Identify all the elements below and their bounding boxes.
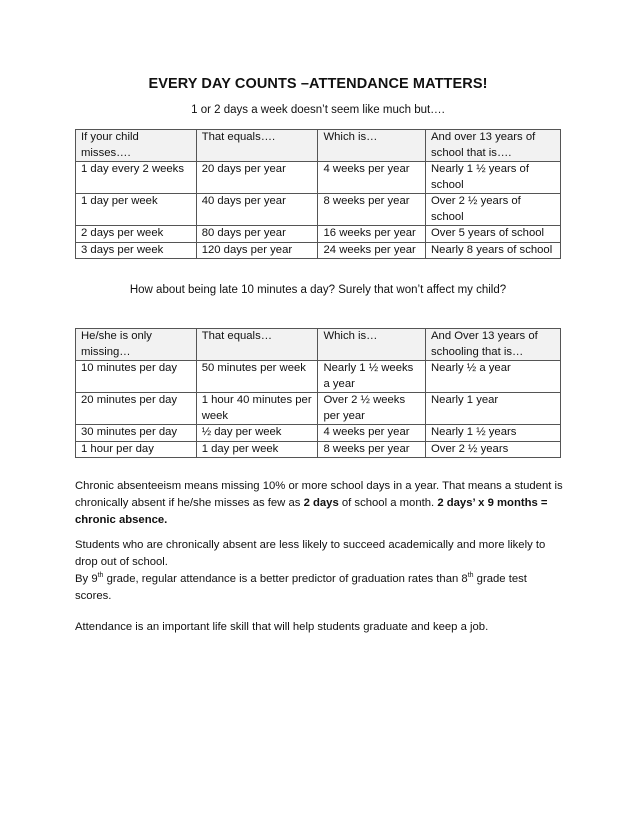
table-cell: 80 days per year xyxy=(196,226,318,243)
table-cell: 120 days per year xyxy=(196,242,318,259)
table-cell: 16 weeks per year xyxy=(318,226,426,243)
table-header-row xyxy=(76,329,561,361)
paragraph-text: grade, regular attendance is a better predictor of graduation rates than 8 xyxy=(103,573,468,585)
table-cell: 40 days per year xyxy=(196,194,318,226)
table-cell: Nearly ½ a year xyxy=(426,361,561,393)
table-header-cell: And Over 13 years of schooling that is… xyxy=(426,329,561,361)
paragraph-text: of school a month. xyxy=(338,497,438,509)
table-cell: 20 days per year xyxy=(196,162,318,194)
paragraph-text: grade test scores. xyxy=(75,573,527,602)
table-cell: Over 2 ½ weeks per year xyxy=(318,393,426,425)
table-cell: 3 days per week xyxy=(76,242,197,259)
table-cell: 4 weeks per year xyxy=(318,162,426,194)
superscript: th xyxy=(97,572,104,580)
emphasis-text: 2 days’ x 9 months = chronic absence. xyxy=(75,497,548,526)
table-cell: Nearly 1 year xyxy=(426,393,561,425)
superscript: th xyxy=(467,572,474,580)
table-header-cell: He/she is only missing… xyxy=(76,329,197,361)
table-cell: Over 2 ½ years of school xyxy=(426,194,561,226)
table-cell: 10 minutes per day xyxy=(76,361,197,393)
absence-days-table xyxy=(75,129,561,259)
table-cell: 1 day per week xyxy=(196,441,318,458)
table-cell: Nearly 1 ½ weeks a year xyxy=(318,361,426,393)
page-subtitle: 1 or 2 days a week doesn’t seem like much but…. xyxy=(191,104,445,116)
table-row xyxy=(76,441,561,458)
table-cell: Over 5 years of school xyxy=(426,226,561,243)
table-cell: 8 weeks per year xyxy=(318,194,426,226)
table-header-row xyxy=(76,130,561,162)
table-header-cell: Which is… xyxy=(318,329,426,361)
table-header-cell: Which is… xyxy=(318,130,426,162)
table-cell: 30 minutes per day xyxy=(76,425,197,442)
table-row xyxy=(76,162,561,194)
table-row xyxy=(76,194,561,226)
emphasis-text: 2 days xyxy=(303,497,339,509)
table-cell: 4 weeks per year xyxy=(318,425,426,442)
tardiness-minutes-table xyxy=(75,328,561,458)
table-cell: Over 2 ½ years xyxy=(426,441,561,458)
table-header-cell: That equals…. xyxy=(196,130,318,162)
table-cell: 1 day per week xyxy=(76,194,197,226)
table-header-cell: And over 13 years of school that is…. xyxy=(426,130,561,162)
table-row xyxy=(76,393,561,425)
table-cell: 1 hour 40 minutes per week xyxy=(196,393,318,425)
table-row xyxy=(76,361,561,393)
table-cell: 24 weeks per year xyxy=(318,242,426,259)
table-row xyxy=(76,226,561,243)
table-cell: Nearly 1 ½ years of school xyxy=(426,162,561,194)
table-row xyxy=(76,242,561,259)
table-cell: 50 minutes per week xyxy=(196,361,318,393)
life-skill-paragraph: Attendance is an important life skill that will help students graduate and keep a job. xyxy=(75,621,489,633)
paragraph-text: Chronic absenteeism means missing 10% or more school days in a year. That means a student is chronically absent if he/she misses as few as xyxy=(75,480,563,509)
table-row xyxy=(76,425,561,442)
graduation-predictor-paragraph xyxy=(75,571,565,605)
chronic-absenteeism-paragraph xyxy=(75,478,565,529)
table-header-cell: If your child misses…. xyxy=(76,130,197,162)
paragraph-text: By 9 xyxy=(75,573,98,585)
table-cell: ½ day per week xyxy=(196,425,318,442)
table-cell: 8 weeks per year xyxy=(318,441,426,458)
academic-risk-paragraph: Students who are chronically absent are less likely to succeed academically and more likely to drop out of school. xyxy=(75,539,546,568)
table-cell: 1 day every 2 weeks xyxy=(76,162,197,194)
table-cell: 20 minutes per day xyxy=(76,393,197,425)
table-header-cell: That equals… xyxy=(196,329,318,361)
table-cell: Nearly 1 ½ years xyxy=(426,425,561,442)
table-cell: Nearly 8 years of school xyxy=(426,242,561,259)
tardiness-question: How about being late 10 minutes a day? Surely that won’t affect my child? xyxy=(129,284,507,296)
table-cell: 2 days per week xyxy=(76,226,197,243)
table-cell: 1 hour per day xyxy=(76,441,197,458)
page-title: EVERY DAY COUNTS –ATTENDANCE MATTERS! xyxy=(148,76,488,92)
